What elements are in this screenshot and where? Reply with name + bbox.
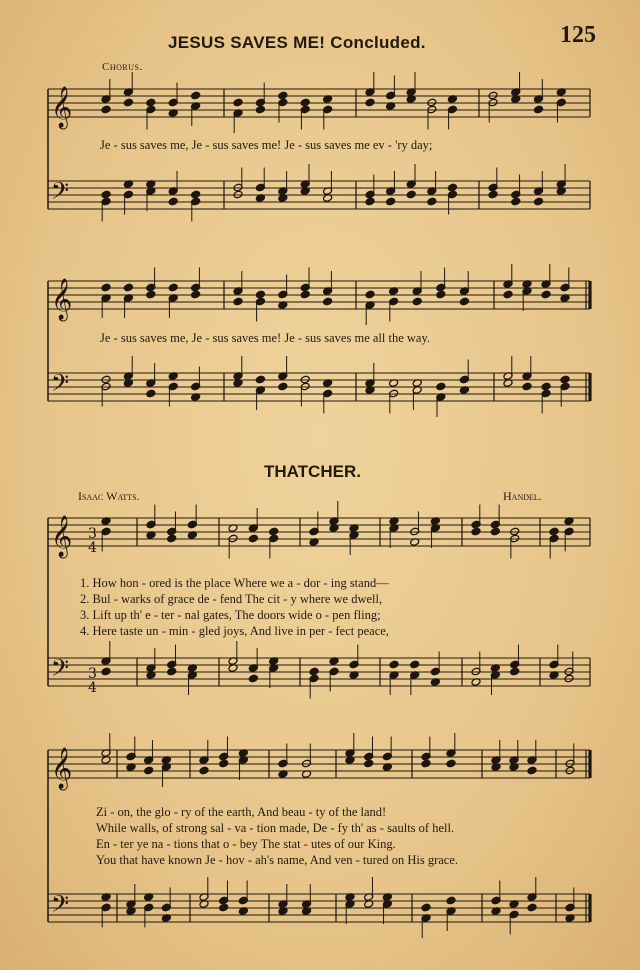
- thatcher-system-1-note: [510, 667, 520, 676]
- chorus-system-2-note: [560, 375, 570, 384]
- chorus-system-2-note: [233, 297, 243, 306]
- thatcher-system-1-note: [248, 674, 258, 683]
- chorus-system-1-note: [233, 98, 243, 107]
- composer-credit: Handel.: [503, 489, 542, 503]
- chorus-system-1-note: [488, 190, 498, 199]
- chorus-system-2-note: [278, 382, 288, 391]
- chorus-system-2-note: [365, 290, 375, 299]
- chorus-system-1-note: [168, 197, 178, 206]
- time-signature-bottom: 4: [88, 540, 97, 556]
- thatcher-system-1-note: [167, 667, 177, 676]
- chorus-system-2-note: [255, 290, 265, 299]
- thatcher-system-2-note: [421, 759, 431, 768]
- thatcher-system-2-note: [446, 896, 456, 905]
- chorus-system-2-note: [436, 290, 446, 299]
- chorus-system-2-note: [436, 382, 446, 391]
- chorus-system-2-note: [300, 290, 310, 299]
- thatcher-system-2-note: [219, 903, 229, 912]
- chorus-system-2-note: [123, 283, 133, 292]
- thatcher-system-1-note: [167, 534, 177, 543]
- chorus-system-1-note: [101, 190, 111, 199]
- thatcher-system-1-note: [490, 527, 500, 536]
- hymn-title: THATCHER.: [264, 462, 361, 481]
- chorus-system-1-note: [534, 105, 544, 114]
- thatcher-system-1-note: [101, 667, 111, 676]
- verse-line: While walls, of strong sal - va - tion made, De - fy th' as - saults of hell.: [96, 821, 455, 835]
- chorus-system-2-note: [191, 290, 201, 299]
- chorus-system-1-note: [365, 98, 375, 107]
- chorus-system-2-note: [146, 389, 156, 398]
- thatcher-system-2-bass-clef-icon: 𝄢: [51, 890, 70, 923]
- verse-line: 1. How hon - ored is the place Where we a - dor - ing stand—: [80, 576, 389, 590]
- page-number: 125: [560, 22, 596, 48]
- chorus-system-2-note: [146, 290, 156, 299]
- author-credit: Isaac Watts.: [78, 489, 140, 503]
- chorus-system-1-note: [406, 190, 416, 199]
- chorus-system-2-note: [522, 382, 532, 391]
- thatcher-system-1-note: [410, 660, 420, 669]
- verse-line: 2. Bul - warks of grace de - fend The cit - y where we dwell,: [80, 592, 383, 606]
- chorus-lyric-line-1: Je - sus saves me, Je - sus saves me! Je - sus saves me ev - 'ry day;: [100, 138, 433, 152]
- chorus-system-2-note: [255, 375, 265, 384]
- song-title: JESUS SAVES ME! Concluded.: [168, 33, 426, 52]
- chorus-system-1-bass-clef-icon: 𝄢: [51, 177, 70, 210]
- thatcher-system-2-note: [446, 759, 456, 768]
- chorus-system-1-note: [278, 91, 288, 100]
- thatcher-system-2-note: [199, 766, 209, 775]
- chorus-system-2-note: [412, 297, 422, 306]
- chorus-system-1-note: [146, 98, 156, 107]
- chorus-system-1-note: [534, 197, 544, 206]
- chorus-system-2-note: [168, 283, 178, 292]
- time-signature-top: 3: [88, 666, 97, 682]
- chorus-system-1-note: [191, 91, 201, 100]
- chorus-system-1-note: [191, 190, 201, 199]
- thatcher-system-2-note: [364, 759, 374, 768]
- thatcher-system-2-note: [421, 903, 431, 912]
- thatcher-system-1-bass-clef-icon: 𝄢: [51, 654, 70, 687]
- verse-line: En - ter ye na - tions that o - bey The stat - utes of our King.: [96, 837, 396, 851]
- chorus-system-1-note: [101, 105, 111, 114]
- verse-line: 4. Here taste un - min - gled joys, And live in per - fect peace,: [80, 624, 389, 638]
- verse-line: You that have known Je - hov - ah's name, And ven - tured on His grace.: [96, 853, 459, 867]
- time-signature-bottom: 4: [88, 680, 97, 696]
- chorus-system-2-note: [503, 290, 513, 299]
- chorus-system-1-treble-clef-icon: 𝄞: [51, 87, 73, 128]
- thatcher-system-1-note: [248, 534, 258, 543]
- chorus-system-2-treble-clef-icon: 𝄞: [51, 279, 73, 320]
- chorus-system-1-note: [123, 98, 133, 107]
- chorus-system-1-note: [511, 197, 521, 206]
- chorus-system-2-note: [459, 297, 469, 306]
- chorus-system-1-note: [365, 197, 375, 206]
- chorus-label: Chorus.: [102, 61, 143, 73]
- chorus-system-1-note: [447, 183, 457, 192]
- thatcher-system-2-note: [527, 766, 537, 775]
- time-signature-top: 3: [88, 526, 97, 542]
- thatcher-system-1-note: [471, 527, 481, 536]
- chorus-lyric-line-2: Je - sus saves me, Je - sus saves me! Je - sus saves me all the way.: [100, 331, 431, 345]
- thatcher-system-1-treble-clef-icon: 𝄞: [51, 516, 73, 557]
- chorus-system-1-note: [300, 98, 310, 107]
- chorus-system-2-note: [541, 382, 551, 391]
- thatcher-system-1-note: [549, 527, 559, 536]
- thatcher-system-2-treble-clef-icon: 𝄞: [51, 748, 73, 789]
- thatcher-system-1-note: [389, 660, 399, 669]
- chorus-system-2-note: [541, 290, 551, 299]
- chorus-system-2-note: [101, 283, 111, 292]
- thatcher-system-1-note: [309, 667, 319, 676]
- chorus-system-1-note: [255, 105, 265, 114]
- chorus-system-2-bass-clef-icon: 𝄢: [51, 369, 70, 402]
- chorus-system-2-note: [323, 297, 333, 306]
- thatcher-system-1-note: [269, 527, 279, 536]
- thatcher-system-2-note: [144, 766, 154, 775]
- thatcher-system-2-note: [219, 759, 229, 768]
- thatcher-system-2-note: [527, 903, 537, 912]
- verse-line: 3. Lift up th' e - ter - nal gates, The doors wide o - pen fling;: [80, 608, 381, 622]
- verse-line: Zi - on, the glo - ry of the earth, And beau - ty of the land!: [96, 805, 387, 819]
- chorus-system-1-note: [386, 197, 396, 206]
- chorus-system-1-note: [427, 197, 437, 206]
